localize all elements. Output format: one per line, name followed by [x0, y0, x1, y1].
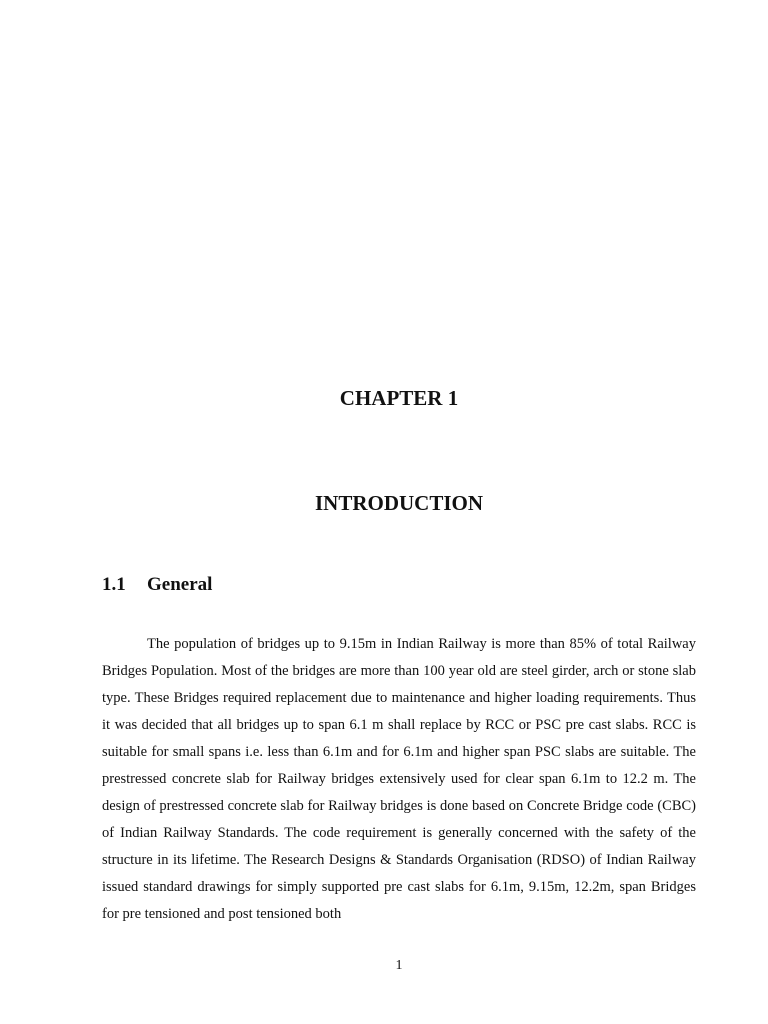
- chapter-title: INTRODUCTION: [314, 491, 484, 515]
- page-number: 1: [395, 958, 403, 973]
- section-title: General: [147, 574, 213, 595]
- section-number: 1.1: [102, 574, 126, 595]
- chapter-label: CHAPTER 1: [339, 386, 459, 410]
- section-heading: [102, 574, 212, 596]
- body-paragraph: The population of bridges up to 9.15m in Indian Railway is more than 85% of total Railway Bridges Population. Most of the bridges are more than 100 year old are steel girder, arch or stone slab type. These Bridges required replacement due to maintenance and higher loading requirements. Thus it was decided that all bridges up to span 6.1 m shall replace by RCC or PSC pre cast slabs. RCC is suitable for small spans i.e. less than 6.1m and for 6.1m and higher span PSC slabs are suitable. The prestressed concrete slab for Railway bridges extensively used for clear span 6.1m to 12.2 m. The design of prestressed concrete slab for Railway bridges is done based on Concrete Bridge code (CBC) of Indian Railway Standards. The code requirement is generally concerned with the safety of the structure in its lifetime. The Research Designs & Standards Organisation (RDSO) of Indian Railway issued standard drawings for simply supported pre cast slabs for 6.1m, 9.15m, 12.2m, span Bridges for pre tensioned and post tensioned both: [102, 636, 696, 922]
